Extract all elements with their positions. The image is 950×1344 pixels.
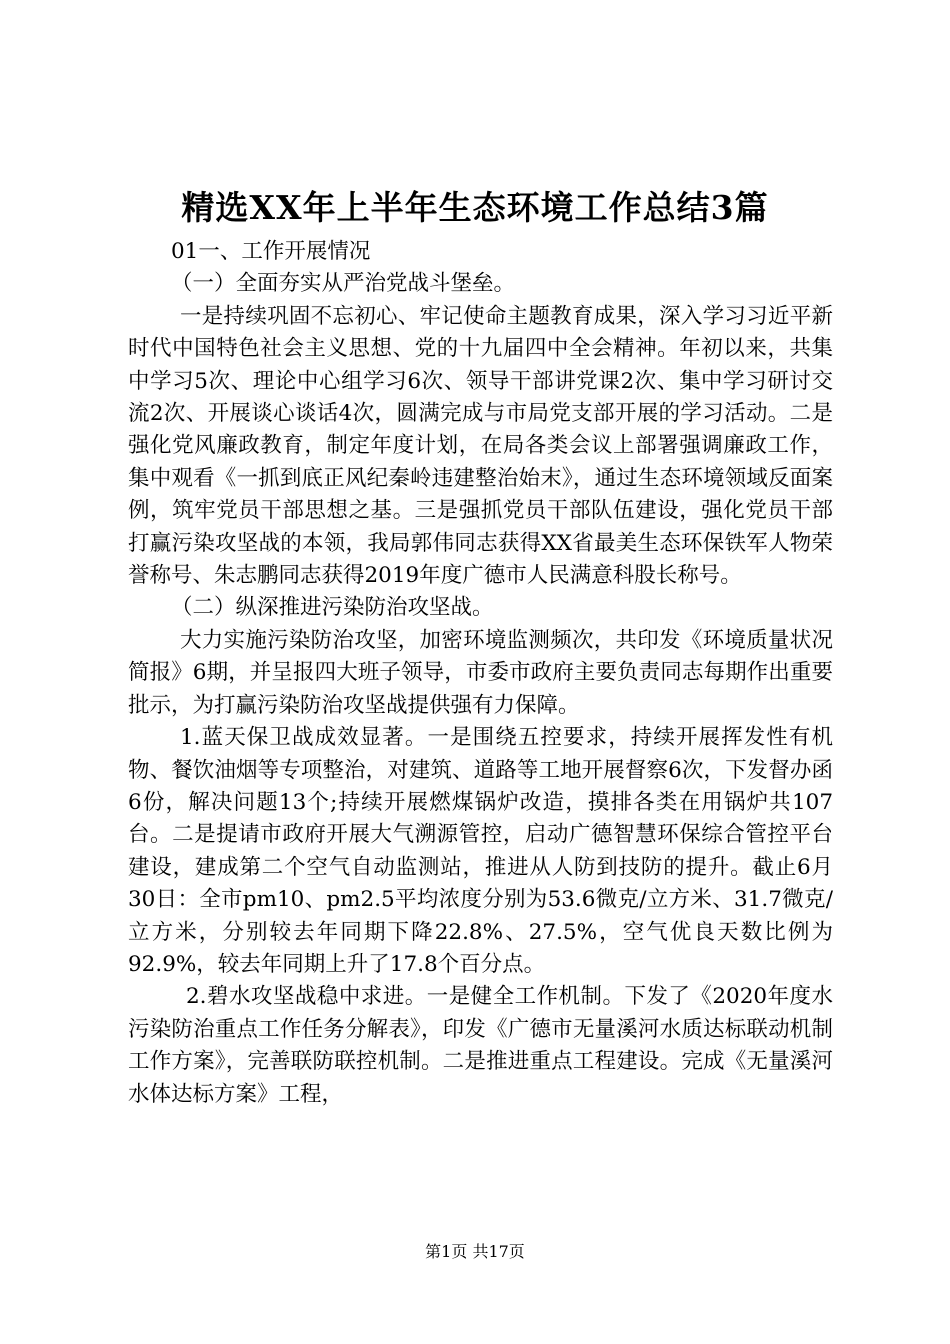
subsection-heading-2: （二）纵深推进污染防治攻坚战。 bbox=[171, 595, 494, 621]
section-heading-1: 01一、工作开展情况 bbox=[171, 239, 371, 264]
body-paragraph: 1.蓝天保卫战成效显著。一是围绕五控要求，持续开展挥发性有机物、餐饮油烟等专项整治，对建筑、道路等工地开展督察6次，下发督办函6份，解决问题13个;持续开展燃煤锅炉改造，摸排各类在用锅炉共107台。二是提请市政府开展大气溯源管控，启动广德智慧环保综合管控平台建设，建成第二个空气自动监测站，推进从人防到技防的提升。截止6月30日：全市pm10、pm2.5平均浓度分别为53.6微克/立方米、31.7微克/立方米，分别较去年同期下降22.8%、27.5%，空气优良天数比例为92.9%，较去年同期上升了17.8个百分点。 bbox=[128, 725, 833, 977]
body-paragraph: 2.碧水攻坚战稳中求进。一是健全工作机制。下发了《2020年度水污染防治重点工作任务分解表》，印发《广德市无量溪河水质达标联动机制工作方案》，完善联防联控机制。二是推进重点工程建设。完成《无量溪河水体达标方案》工程， bbox=[128, 984, 833, 1107]
document-title: 精选XX年上半年生态环境工作总结3篇 bbox=[181, 188, 769, 227]
body-paragraph: 大力实施污染防治攻坚，加密环境监测频次，共印发《环境质量状况简报》6期，并呈报四大班子领导，市委市政府主要负责同志每期作出重要批示，为打赢污染防治攻坚战提供强有力保障。 bbox=[128, 627, 833, 718]
subsection-heading-1: （一）全面夯实从严治党战斗堡垒。 bbox=[171, 271, 516, 297]
document-body bbox=[128, 236, 833, 1111]
body-paragraph: 一是持续巩固不忘初心、牢记使命主题教育成果，深入学习习近平新时代中国特色社会主义思想、党的十九届四中全会精神。年初以来，共集中学习5次、理论中心组学习6次、领导干部讲党课2次、集中学习研讨交流2次、开展谈心谈话4次，圆满完成与市局党支部开展的学习活动。二是强化党风廉政教育，制定年度计划，在局各类会议上部署强调廉政工作，集中观看《一抓到底正风纪秦岭违建整治始末》，通过生态环境领域反面案例，筑牢党员干部思想之基。三是强抓党员干部队伍建设，强化党员干部打赢污染攻坚战的本领，我局郭伟同志获得XX省最美生态环保铁军人物荣誉称号、朱志鹏同志获得2019年度广德市人民满意科股长称号。 bbox=[128, 303, 833, 589]
page-footer: 第1页 共17页 bbox=[425, 1242, 525, 1261]
